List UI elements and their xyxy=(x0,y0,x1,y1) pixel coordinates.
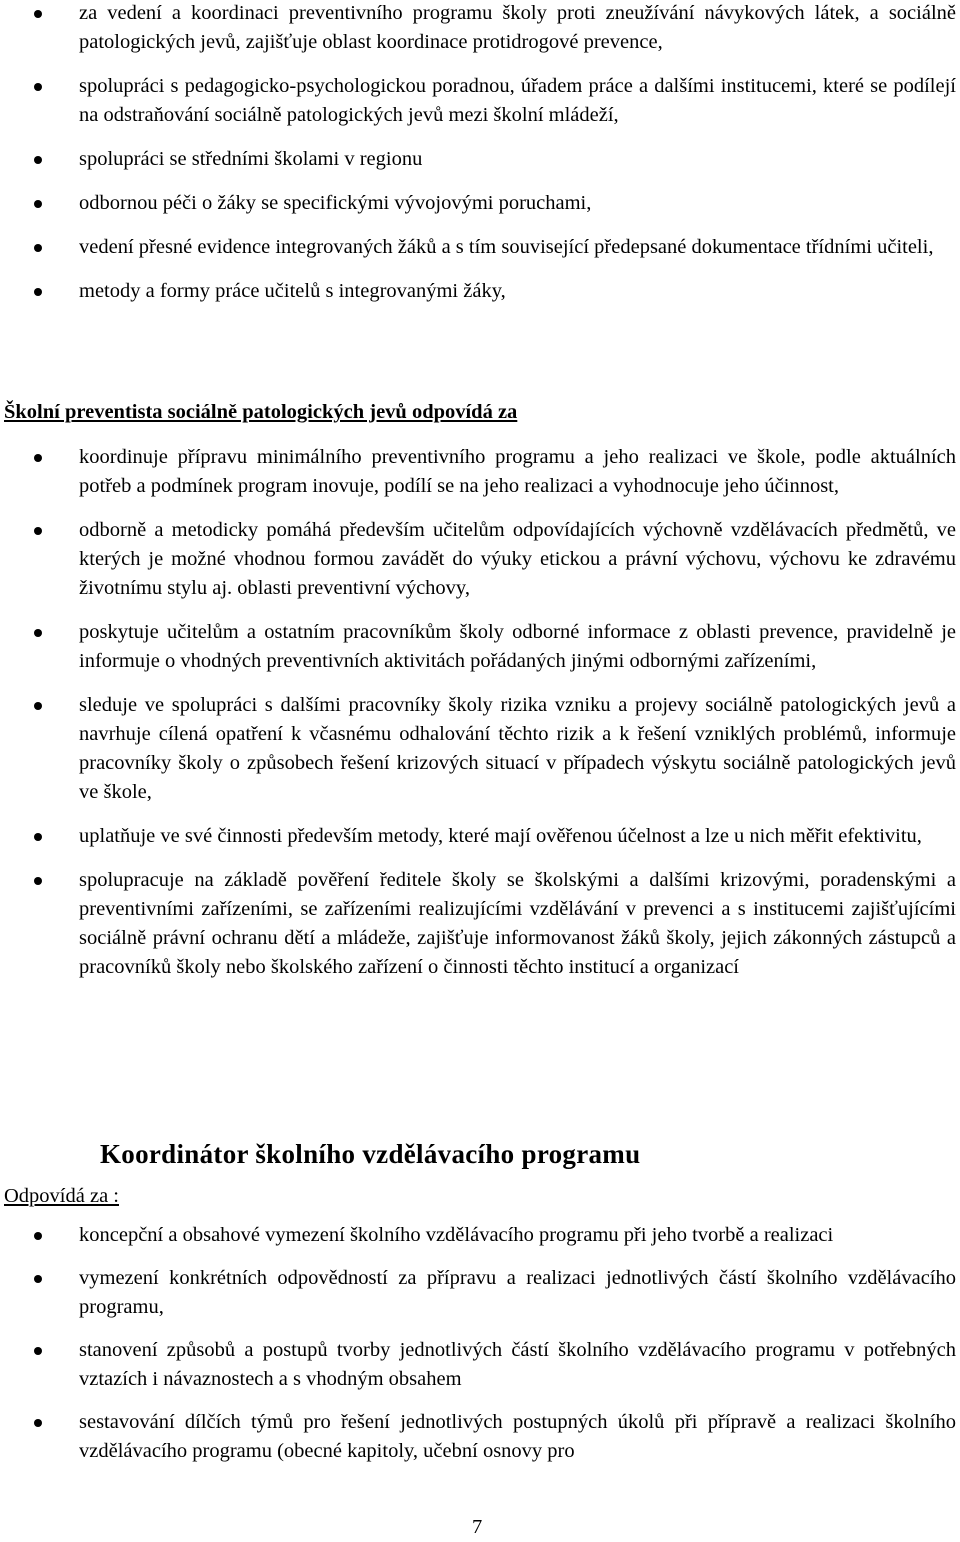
bullet-icon xyxy=(34,200,42,208)
bullet-icon xyxy=(34,288,42,296)
list-item xyxy=(0,72,960,130)
list-item-text: koncepční a obsahové vymezení školního vzdělávacího programu při jeho tvorbě a realizaci xyxy=(79,1224,834,1246)
bullet-icon xyxy=(34,156,42,164)
list-item xyxy=(0,1408,960,1466)
section-heading: Školní preventista sociálně patologických jevů odpovídá za xyxy=(4,401,518,423)
bullet-icon xyxy=(34,833,42,841)
list-item xyxy=(0,189,960,218)
list-item xyxy=(0,516,960,603)
list-item-text: sleduje ve spolupráci s dalšími pracovníky školy rizika vzniku a projevy sociálně patologických jevů a navrhuje cílená opatření k včasnému odhalování těchto rizik a k řešení vzniklých problémů, informuje pracovníky školy o způsobech řešení krizových situací v případech výskytu sociálně patologických jevů ve škole, xyxy=(79,694,956,803)
list-item xyxy=(0,277,960,306)
coordinator-heading: Koordinátor školního vzdělávacího programu xyxy=(100,1139,641,1169)
list-item xyxy=(0,233,960,262)
bullet-icon xyxy=(34,1347,42,1355)
list-item xyxy=(0,0,960,57)
list-item xyxy=(0,1221,960,1250)
bullet-icon xyxy=(34,1419,42,1427)
list-item xyxy=(0,822,960,851)
list-item xyxy=(0,145,960,174)
list-item-text: vedení přesné evidence integrovaných žáků a s tím související předepsané dokumentace třídními učiteli, xyxy=(79,236,934,258)
list-item-text: odbornou péči o žáky se specifickými vývojovými poruchami, xyxy=(79,192,592,214)
page-number: 7 xyxy=(472,1516,483,1538)
bullet-icon xyxy=(34,244,42,252)
coordinator-duties-list xyxy=(0,1221,960,1480)
list-item xyxy=(0,691,960,807)
bullet-icon xyxy=(34,83,42,91)
list-item xyxy=(0,443,960,501)
preventista-duties-list xyxy=(0,443,960,997)
list-item-text: metody a formy práce učitelů s integrovanými žáky, xyxy=(79,280,506,302)
list-item-text: vymezení konkrétních odpovědností za přípravu a realizaci jednotlivých částí školního vzdělávacího programu, xyxy=(79,1267,956,1318)
bullet-icon xyxy=(34,877,42,885)
list-item-text: za vedení a koordinaci preventivního programu školy proti zneužívání návykových látek, a sociálně patologických jevů, zajišťuje oblast koordinace protidrogové prevence, xyxy=(79,2,956,53)
list-item-text: koordinuje přípravu minimálního preventivního programu a jeho realizaci ve škole, podle aktuálních potřeb a podmínek program inovuje, podílí se na jeho realizaci a vyhodnocuje jeho účinnost, xyxy=(79,446,956,497)
bullet-icon xyxy=(34,1232,42,1240)
list-item-text: spolupráci se středními školami v regionu xyxy=(79,148,423,170)
bullet-icon xyxy=(34,1275,42,1283)
responsibilities-list xyxy=(0,0,960,321)
list-item xyxy=(0,1264,960,1322)
list-item-text: poskytuje učitelům a ostatním pracovníkům školy odborné informace z oblasti prevence, pravidelně je informuje o vhodných preventivních aktivitách pořádaných jinými odbornými zařízeními, xyxy=(79,621,956,672)
responsible-for-label: Odpovídá za : xyxy=(4,1185,119,1207)
list-item-text: uplatňuje ve své činnosti především metody, které mají ověřenou účelnost a lze u nich měřit efektivitu, xyxy=(79,825,922,847)
list-item xyxy=(0,866,960,982)
bullet-icon xyxy=(34,629,42,637)
bullet-icon xyxy=(34,10,42,18)
bullet-icon xyxy=(34,702,42,710)
bullet-icon xyxy=(34,454,42,462)
list-item-text: spolupráci s pedagogicko-psychologickou poradnou, úřadem práce a dalšími institucemi, které se podílejí na odstraňování sociálně patologických jevů mezi školní mládeží, xyxy=(79,75,956,126)
list-item xyxy=(0,1336,960,1394)
list-item-text: odborně a metodicky pomáhá především učitelům odpovídajících výchovně vzdělávacích předmětů, ve kterých je možné vhodnou formou zavádět do výuky etickou a právní výchovu, výchovu ke zdravému životnímu stylu aj. oblasti preventivní výchovy, xyxy=(79,519,956,599)
list-item-text: sestavování dílčích týmů pro řešení jednotlivých postupných úkolů při přípravě a realizaci školního vzdělávacího programu (obecné kapitoly, učební osnovy pro xyxy=(79,1411,956,1462)
list-item-text: stanovení způsobů a postupů tvorby jednotlivých částí školního vzdělávacího programu v potřebných vztazích i návaznostech a s vhodným obsahem xyxy=(79,1339,956,1390)
list-item xyxy=(0,618,960,676)
list-item-text: spolupracuje na základě pověření ředitele školy se školskými a dalšími krizovými, poradenskými a preventivními zařízeními, se zařízeními realizujícími vzdělávání v prevenci a s institucemi zajišťujícími sociálně právní ochranu dětí a mládeže, zajišťuje informovanost žáků školy, jejich zákonných zástupců a pracovníků školy nebo školského zařízení o činnosti těchto institucí a organizací xyxy=(79,869,956,978)
bullet-icon xyxy=(34,527,42,535)
